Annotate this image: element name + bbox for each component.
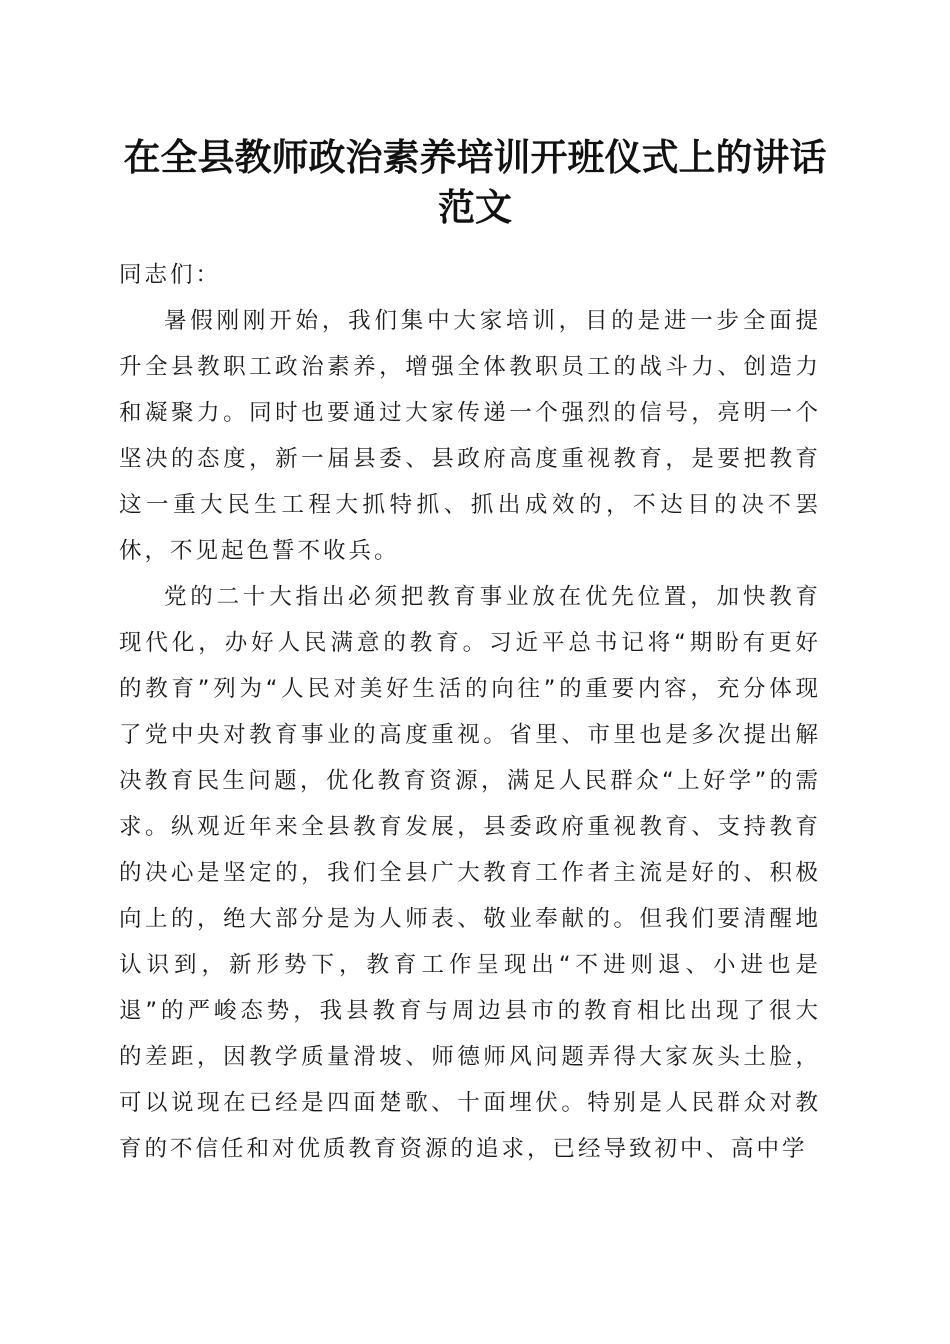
paragraph: 党的二十大指出必须把教育事业放在优先位置，加快教育现代化，办好人民满意的教育。习近平总书记将“期盼有更好的教育”列为“人民对美好生活的向往”的重要内容，充分体现了党中央对教育事业的高度重视。省里、市里也是多次提出解决教育民生问题，优化教育资源，满足人民群众“上好学”的需求。纵观近年来全县教育发展，县委政府重视教育、支持教育的决心是坚定的，我们全县广大教育工作者主流是好的、积极向上的，绝大部分是为人师表、敬业奉献的。但我们要清醒地认识到，新形势下，教育工作呈现出“不进则退、小进也是退”的严峻态势，我县教育与周边县市的教育相比出现了很大的差距，因教学质量滑坡、师德师风问题弄得大家灰头土脸，可以说现在已经是四面楚歌、十面埋伏。特别是人民群众对教育的不信任和对优质教育资源的追求，已经导致初中、高中学 [119,584,821,1162]
document-body [119,252,821,1172]
document-title: 在全县教师政治素养培训开班仪式上的讲话范文 [123,135,827,229]
greeting: 同志们： [119,262,222,288]
paragraph: 暑假刚刚开始，我们集中大家培训，目的是进一步全面提升全县教职工政治素养，增强全体教职员工的战斗力、创造力和凝聚力。同时也要通过大家传递一个强烈的信号，亮明一个坚决的态度，新一届县委、县政府高度重视教育，是要把教育这一重大民生工程大抓特抓、抓出成效的，不达目的决不罢休，不见起色誓不收兵。 [119,308,821,564]
